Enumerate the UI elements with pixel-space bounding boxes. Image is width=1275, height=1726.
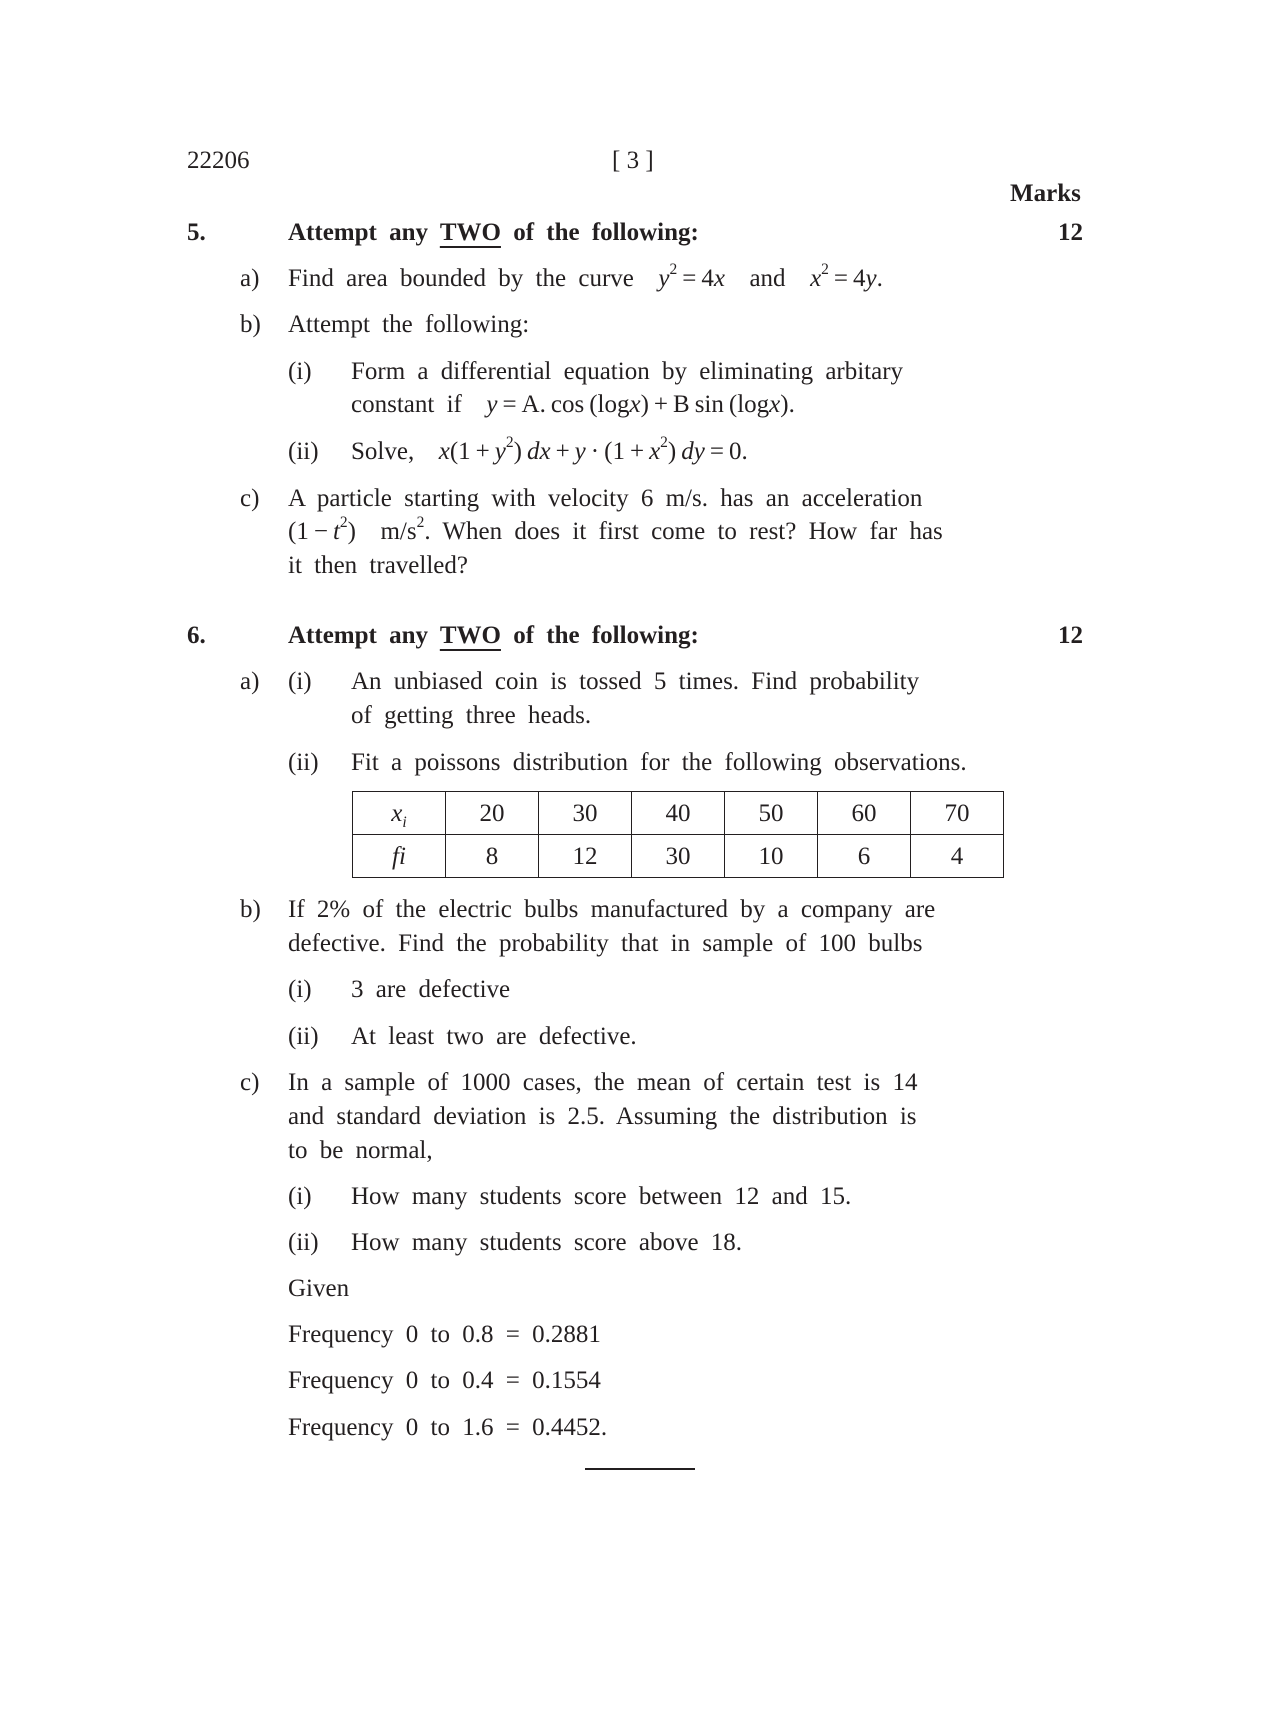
q6c-freq-1: Frequency 0 to 0.8 = 0.2881 [288,1321,601,1348]
q6c-line1: In a sample of 1000 cases, the mean of certain test is 14 [288,1069,918,1096]
q6a-i-line2: of getting three heads. [351,702,592,729]
table-cell: 40 [632,792,725,835]
table-cell: 10 [725,835,818,878]
table-cell: 50 [725,792,818,835]
q5c-line1: A particle starting with velocity 6 m/s. has an acceleration [288,485,923,512]
q5b-i-label: (i) [288,358,312,385]
q6a-i-line1: An unbiased coin is tossed 5 times. Find probability [351,668,920,695]
q5b-text: Attempt the following: [288,311,530,338]
table-row [353,792,1004,835]
q5c-line3: it then travelled? [288,552,468,579]
end-rule [585,1468,695,1470]
q6b-ii-text: At least two are defective. [351,1023,637,1050]
q6b-label: b) [240,896,261,923]
q5b-ii-text: Solve, $x(1 + y^2)$ dx + $y \cdot (1 + x^2)$ dy = 0. [351,434,748,465]
q6c-i-text: How many students score between 12 and 15. [351,1183,852,1210]
row-label-xi: $x_i$ [353,792,446,835]
q5-heading: Attempt any TWO of the following: [288,219,699,246]
q6-marks: 12 [1058,622,1083,649]
q5-number: 5. [187,219,206,246]
q6c-freq-3: Frequency 0 to 1.6 = 0.4452. [288,1414,608,1441]
table-cell: 70 [911,792,1004,835]
q5b-i-line1: Form a differential equation by eliminating arbitary [351,358,904,385]
q5a-text: Find area bounded by the curve $y^2 = 4x$ and $x^2 = 4y$. [288,261,883,292]
q5a-label: a) [240,265,260,292]
table-cell: 20 [446,792,539,835]
table-cell: 60 [818,792,911,835]
q6b-i-text: 3 are defective [351,976,511,1003]
q6a-ii-text: Fit a poissons distribution for the following observations. [351,749,967,776]
q6b-line2: defective. Find the probability that in sample of 100 bulbs [288,930,923,957]
q6-heading: Attempt any TWO of the following: [288,622,699,649]
q6c-freq-2: Frequency 0 to 0.4 = 0.1554 [288,1367,601,1394]
q5b-i-line2: constant if y = A. cos (logx) + B sin (logx). [351,391,795,418]
table-cell: 6 [818,835,911,878]
q6c-line2: and standard deviation is 2.5. Assuming the distribution is [288,1103,917,1130]
table-cell: 4 [911,835,1004,878]
q6c-label: c) [240,1069,260,1096]
q6c-given: Given [288,1275,350,1302]
observations-table [352,791,1004,878]
q6c-ii-label: (ii) [288,1229,319,1256]
q5c-label: c) [240,485,260,512]
q5b-ii-label: (ii) [288,438,319,465]
q6b-ii-label: (ii) [288,1023,319,1050]
q6-number: 6. [187,622,206,649]
q6c-i-label: (i) [288,1183,312,1210]
table-cell: 8 [446,835,539,878]
page-number: [ 3 ] [612,147,654,174]
q6b-line1: If 2% of the electric bulbs manufactured by a company are [288,896,936,923]
table-row [353,835,1004,878]
row-label-fi: fi [353,835,446,878]
q5-marks: 12 [1058,219,1083,246]
q6a-label: a) [240,668,260,695]
q6a-i-label: (i) [288,668,312,695]
table-cell: 12 [539,835,632,878]
table-cell: 30 [632,835,725,878]
q6c-line3: to be normal, [288,1137,433,1164]
q5b-label: b) [240,311,261,338]
table-cell: 30 [539,792,632,835]
marks-heading: Marks [1010,180,1081,207]
q6b-i-label: (i) [288,976,312,1003]
q6c-ii-text: How many students score above 18. [351,1229,743,1256]
paper-code: 22206 [187,147,250,174]
q5c-line2: $(1 - t^2)$ $m/s^2$. When does it first come to rest? How far has [288,514,943,545]
q6a-ii-label: (ii) [288,749,319,776]
